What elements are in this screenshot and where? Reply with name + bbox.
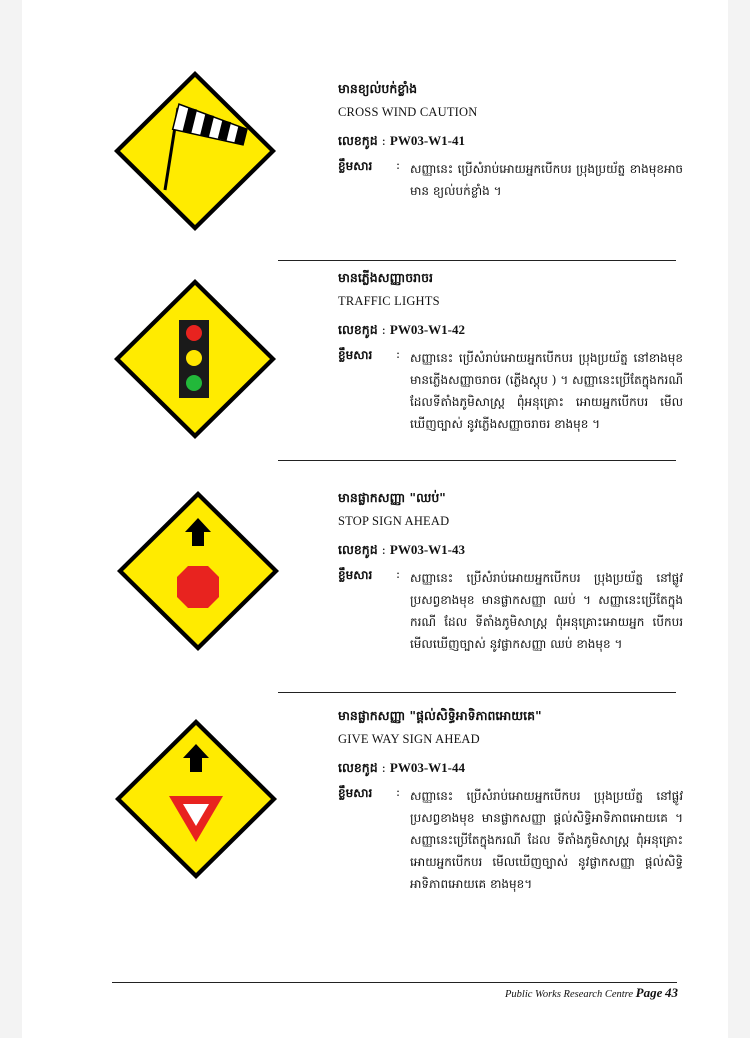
- sign-entry-traffic-lights: [338, 270, 683, 435]
- sign-code: PW03-W1-43: [389, 542, 465, 557]
- sign-entry-cross-wind: [338, 81, 683, 202]
- sign-code: PW03-W1-42: [389, 322, 465, 337]
- give-way-ahead-icon: [111, 716, 281, 882]
- colon: :: [381, 760, 386, 775]
- colon: :: [396, 158, 401, 172]
- sign-code-row: [338, 542, 683, 561]
- colon: :: [396, 347, 401, 361]
- sign-title-km: មានភ្លើងសញ្ញាចរាចរ: [338, 270, 433, 285]
- content-label: ខ្លឹមសារ: [338, 159, 373, 173]
- section-divider: [278, 260, 676, 261]
- colon: :: [381, 542, 386, 557]
- sign-code: PW03-W1-44: [389, 760, 465, 775]
- sign-title-en: GIVE WAY SIGN AHEAD: [338, 732, 480, 746]
- sign-title-km: មានខ្យល់បក់ខ្លាំង: [338, 81, 418, 96]
- code-label: លេខកូដ: [338, 760, 378, 775]
- sign-title-en: CROSS WIND CAUTION: [338, 105, 478, 119]
- sign-title-en: TRAFFIC LIGHTS: [338, 294, 440, 308]
- code-label: លេខកូដ: [338, 322, 378, 337]
- sign-entry-give-way-ahead: [338, 708, 683, 895]
- code-label: លេខកូដ: [338, 133, 378, 148]
- windsock-icon: [110, 68, 280, 234]
- sign-code-row: [338, 133, 683, 152]
- footer-rule: [112, 982, 677, 983]
- footer-page-label: Page: [635, 985, 663, 1000]
- sign-entry-stop-ahead: [338, 490, 683, 655]
- content-label: ខ្លឹមសារ: [338, 786, 373, 800]
- sign-description: សញ្ញានេះ ប្រើសំរាប់អោយអ្នកបើកបរ ប្រុងប្រយ័ត្ន នៅខាងមុខមានភ្លើងសញ្ញាចរាចរ (ភ្លើងស្តុប ) ។ សញ្ញានេះប្រើតែក្នុងករណីដែលទីតាំងភូមិសាស្ត្រ ពុំអនុគ្រោះ អោយអ្នកបើកបរ មើលឃើញច្បាស់ នូវភ្លើងសញ្ញាចរាចរ ខាងមុខ ។: [410, 351, 683, 431]
- sign-description: សញ្ញានេះ ប្រើសំរាប់អោយអ្នកបើកបរ ប្រុងប្រយ័ត្ន ខាងមុខអាចមាន ខ្យល់បក់ខ្លាំង ។: [410, 162, 683, 198]
- traffic-light-icon: [110, 276, 280, 442]
- colon: :: [396, 567, 401, 581]
- page-number: 43: [665, 985, 678, 1000]
- content-label: ខ្លឹមសារ: [338, 348, 373, 362]
- footer-org: Public Works Research Centre: [505, 989, 634, 1000]
- colon: :: [381, 322, 386, 337]
- sign-description: សញ្ញានេះ ប្រើសំរាប់អោយអ្នកបើកបរ ប្រុងប្រយ័ត្ន នៅផ្លូវប្រសព្វខាងមុខ មានផ្លាកសញ្ញា ផ្តល់សិទ្ធិអាទិភាពអោយគេ ។ សញ្ញានេះប្រើតែក្នុងករណី ដែល ទីតាំងភូមិសាស្ត្រ ពុំអនុគ្រោះអោយអ្នកបើកបរ មើលឃើញច្បាស់ នូវផ្លាកសញ្ញា ផ្តល់សិទ្ធិអាទិភាពអោយគេ ខាងមុខ។: [410, 789, 683, 891]
- stop-ahead-icon: [113, 488, 283, 654]
- content-label: ខ្លឹមសារ: [338, 568, 373, 582]
- colon: :: [396, 785, 401, 799]
- colon: :: [381, 133, 386, 148]
- section-divider: [278, 692, 676, 693]
- sign-title-km: មានផ្លាកសញ្ញា "ឈប់": [338, 490, 446, 505]
- page-footer: [505, 985, 678, 1001]
- sign-title-en: STOP SIGN AHEAD: [338, 514, 450, 528]
- sign-code-row: [338, 322, 683, 341]
- sign-description-row: [338, 567, 683, 655]
- sign-code: PW03-W1-41: [389, 133, 465, 148]
- sign-description-row: [338, 785, 683, 895]
- sign-title-km: មានផ្លាកសញ្ញា "ផ្តល់សិទ្ធិអាទិភាពអោយគេ": [338, 708, 542, 723]
- sign-code-row: [338, 760, 683, 779]
- section-divider: [278, 460, 676, 461]
- sign-description-row: [338, 158, 683, 202]
- sign-description: សញ្ញានេះ ប្រើសំរាប់អោយអ្នកបើកបរ ប្រុងប្រយ័ត្ន នៅផ្លូវប្រសព្វខាងមុខ មានផ្លាកសញ្ញា ឈប់ ។ សញ្ញានេះប្រើតែក្នុងករណី ដែល ទីតាំងភូមិសាស្ត្រ ពុំអនុគ្រោះអោយអ្នក បើកបរ មើលឃើញច្បាស់ នូវផ្លាកសញ្ញា ឈប់ ខាងមុខ ។: [410, 571, 683, 651]
- sign-description-row: [338, 347, 683, 435]
- code-label: លេខកូដ: [338, 542, 378, 557]
